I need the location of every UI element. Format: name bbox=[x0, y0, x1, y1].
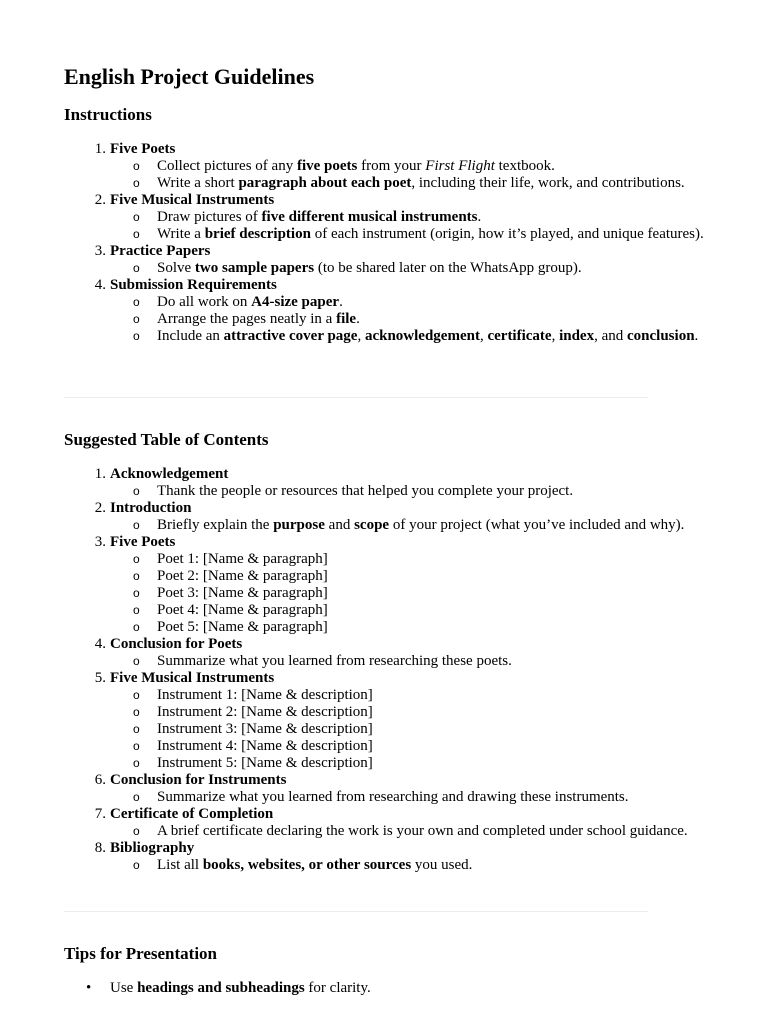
sub-list bbox=[110, 789, 704, 806]
sub-list-item bbox=[157, 311, 704, 328]
text-run: Include an bbox=[157, 328, 224, 344]
sub-list-item bbox=[157, 260, 704, 277]
text-run: of each instrument (origin, how it’s played, and unique features). bbox=[310, 226, 704, 242]
sub-list bbox=[110, 260, 704, 277]
list-item-title: Conclusion for Poets bbox=[110, 636, 243, 652]
list-item-title: Acknowledgement bbox=[110, 466, 229, 482]
bold-text: headings and subheadings bbox=[137, 980, 305, 996]
list-number: 5. bbox=[94, 670, 106, 686]
list-item bbox=[94, 806, 704, 840]
sub-list bbox=[110, 209, 704, 243]
list-item-title: Introduction bbox=[110, 500, 192, 516]
sub-list bbox=[110, 823, 704, 840]
bold-text: five poets bbox=[296, 158, 358, 174]
bold-text: A4-size paper bbox=[251, 294, 340, 310]
sub-list-item bbox=[157, 226, 704, 243]
sub-list-item bbox=[157, 704, 704, 721]
text-run: Summarize what you learned from researching and drawing these instruments. bbox=[157, 789, 629, 805]
bold-text: conclusion bbox=[627, 328, 695, 344]
list-item bbox=[94, 636, 704, 670]
bold-text: paragraph about each poet bbox=[238, 175, 412, 191]
text-run: from your bbox=[357, 158, 426, 174]
text-run: Write a bbox=[157, 226, 205, 242]
text-run: Instrument 5: [Name & description] bbox=[157, 755, 373, 771]
bold-text: two sample papers bbox=[194, 260, 315, 276]
text-run: Use bbox=[110, 980, 138, 996]
bold-text: file bbox=[336, 311, 357, 327]
text-run: Instrument 3: [Name & description] bbox=[157, 721, 373, 737]
sub-list-item bbox=[157, 209, 704, 226]
text-run: Thank the people or resources that helped you complete your project. bbox=[157, 483, 574, 499]
list-item bbox=[94, 466, 704, 500]
instructions-heading: Instructions bbox=[64, 105, 152, 124]
text-run: , bbox=[551, 328, 560, 344]
list-item bbox=[94, 670, 704, 772]
tips-list bbox=[64, 980, 704, 997]
toc-numbered-list bbox=[64, 466, 704, 874]
bold-text: acknowledgement bbox=[364, 328, 480, 344]
text-run: . bbox=[694, 328, 699, 344]
bold-text: books, websites, or other sources bbox=[202, 857, 412, 873]
sub-list-item bbox=[157, 483, 704, 500]
text-run: and bbox=[324, 517, 355, 533]
bold-text: five different musical instruments bbox=[261, 209, 478, 225]
text-run: , including their life, work, and contributions. bbox=[411, 175, 685, 191]
text-run: Briefly explain the bbox=[157, 517, 274, 533]
sub-list bbox=[110, 551, 704, 636]
list-number: 8. bbox=[94, 840, 106, 856]
list-item-title: Conclusion for Instruments bbox=[110, 772, 287, 788]
text-run: you used. bbox=[411, 857, 473, 873]
text-run: of your project (what you’ve included and why). bbox=[389, 517, 685, 533]
sub-list-item bbox=[157, 585, 704, 602]
list-item-title: Five Musical Instruments bbox=[110, 670, 275, 686]
text-run: List all bbox=[157, 857, 203, 873]
toc-list bbox=[64, 466, 704, 874]
list-number: 3. bbox=[94, 534, 106, 550]
tip-item bbox=[110, 980, 704, 997]
bold-text: brief description bbox=[204, 226, 311, 242]
text-run: Write a short bbox=[157, 175, 239, 191]
sub-list-item bbox=[157, 175, 704, 192]
text-run: A brief certificate declaring the work is your own and completed under school guidance. bbox=[157, 823, 688, 839]
list-item-title: Five Poets bbox=[110, 534, 176, 550]
instructions-list bbox=[64, 141, 704, 345]
list-item bbox=[94, 141, 704, 192]
tips-bullets bbox=[64, 980, 704, 997]
sub-list-item bbox=[157, 823, 704, 840]
sub-list-item bbox=[157, 619, 704, 636]
sub-list bbox=[110, 857, 704, 874]
list-number: 1. bbox=[94, 141, 106, 157]
list-number: 3. bbox=[94, 243, 106, 259]
list-item-title: Certificate of Completion bbox=[110, 806, 274, 822]
sub-list bbox=[110, 653, 704, 670]
list-item bbox=[94, 277, 704, 345]
list-number: 4. bbox=[94, 277, 106, 293]
list-number: 4. bbox=[94, 636, 106, 652]
sub-list-item bbox=[157, 551, 704, 568]
sub-list-item bbox=[157, 738, 704, 755]
sub-list bbox=[110, 158, 704, 192]
text-run: Summarize what you learned from researching these poets. bbox=[157, 653, 512, 669]
text-run: . bbox=[339, 294, 343, 310]
text-run: , bbox=[357, 328, 365, 344]
text-run: Poet 2: [Name & paragraph] bbox=[157, 568, 328, 584]
list-number: 2. bbox=[94, 192, 106, 208]
sub-list-item bbox=[157, 721, 704, 738]
list-item-title: Practice Papers bbox=[110, 243, 211, 259]
list-item-title: Submission Requirements bbox=[110, 277, 277, 293]
list-item bbox=[94, 772, 704, 806]
list-item bbox=[94, 534, 704, 636]
list-item bbox=[94, 840, 704, 874]
sub-list-item bbox=[157, 857, 704, 874]
list-item-title: Bibliography bbox=[110, 840, 195, 856]
sub-list bbox=[110, 294, 704, 345]
text-run: Instrument 1: [Name & description] bbox=[157, 687, 373, 703]
text-run: . bbox=[356, 311, 360, 327]
page-title: English Project Guidelines bbox=[64, 64, 315, 89]
list-number: 7. bbox=[94, 806, 106, 822]
list-item-title: Five Musical Instruments bbox=[110, 192, 275, 208]
text-run: Solve bbox=[157, 260, 195, 276]
text-run: for clarity. bbox=[304, 980, 371, 996]
instructions-numbered-list bbox=[64, 141, 704, 345]
sub-list-item bbox=[157, 789, 704, 806]
section-divider bbox=[64, 911, 648, 912]
bold-text: scope bbox=[354, 517, 390, 533]
text-run: Instrument 2: [Name & description] bbox=[157, 704, 373, 720]
bold-text: purpose bbox=[273, 517, 325, 533]
text-run: , bbox=[479, 328, 488, 344]
text-run: Poet 5: [Name & paragraph] bbox=[157, 619, 328, 635]
sub-list-item bbox=[157, 517, 704, 534]
sub-list-item bbox=[157, 158, 704, 175]
sub-list-item bbox=[157, 602, 704, 619]
sub-list-item bbox=[157, 755, 704, 772]
text-run: Arrange the pages neatly in a bbox=[157, 311, 337, 327]
list-item-title: Five Poets bbox=[110, 141, 176, 157]
sub-list-item bbox=[157, 328, 704, 345]
text-run: Draw pictures of bbox=[157, 209, 262, 225]
list-item bbox=[94, 192, 704, 243]
text-run: , and bbox=[594, 328, 628, 344]
italic-text: First Flight bbox=[425, 158, 495, 174]
sub-list-item bbox=[157, 294, 704, 311]
list-number: 2. bbox=[94, 500, 106, 516]
sub-list bbox=[110, 517, 704, 534]
text-run: Instrument 4: [Name & description] bbox=[157, 738, 373, 754]
text-run: Poet 1: [Name & paragraph] bbox=[157, 551, 328, 567]
sub-list bbox=[110, 687, 704, 772]
text-run: Collect pictures of any bbox=[157, 158, 297, 174]
bold-text: index bbox=[559, 328, 595, 344]
sub-list-item bbox=[157, 687, 704, 704]
sub-list-item bbox=[157, 568, 704, 585]
bold-text: attractive cover page bbox=[223, 328, 358, 344]
toc-heading: Suggested Table of Contents bbox=[64, 430, 269, 449]
list-item bbox=[94, 243, 704, 277]
section-divider bbox=[64, 397, 648, 398]
list-item bbox=[94, 500, 704, 534]
bold-text: certificate bbox=[487, 328, 552, 344]
text-run: textbook. bbox=[494, 158, 555, 174]
list-number: 6. bbox=[94, 772, 106, 788]
text-run: Poet 4: [Name & paragraph] bbox=[157, 602, 328, 618]
text-run: Do all work on bbox=[157, 294, 252, 310]
list-number: 1. bbox=[94, 466, 106, 482]
text-run: (to be shared later on the WhatsApp group). bbox=[314, 260, 582, 276]
text-run: Poet 3: [Name & paragraph] bbox=[157, 585, 328, 601]
sub-list-item bbox=[157, 653, 704, 670]
sub-list bbox=[110, 483, 704, 500]
text-run: . bbox=[477, 209, 482, 225]
tips-heading: Tips for Presentation bbox=[64, 944, 218, 963]
